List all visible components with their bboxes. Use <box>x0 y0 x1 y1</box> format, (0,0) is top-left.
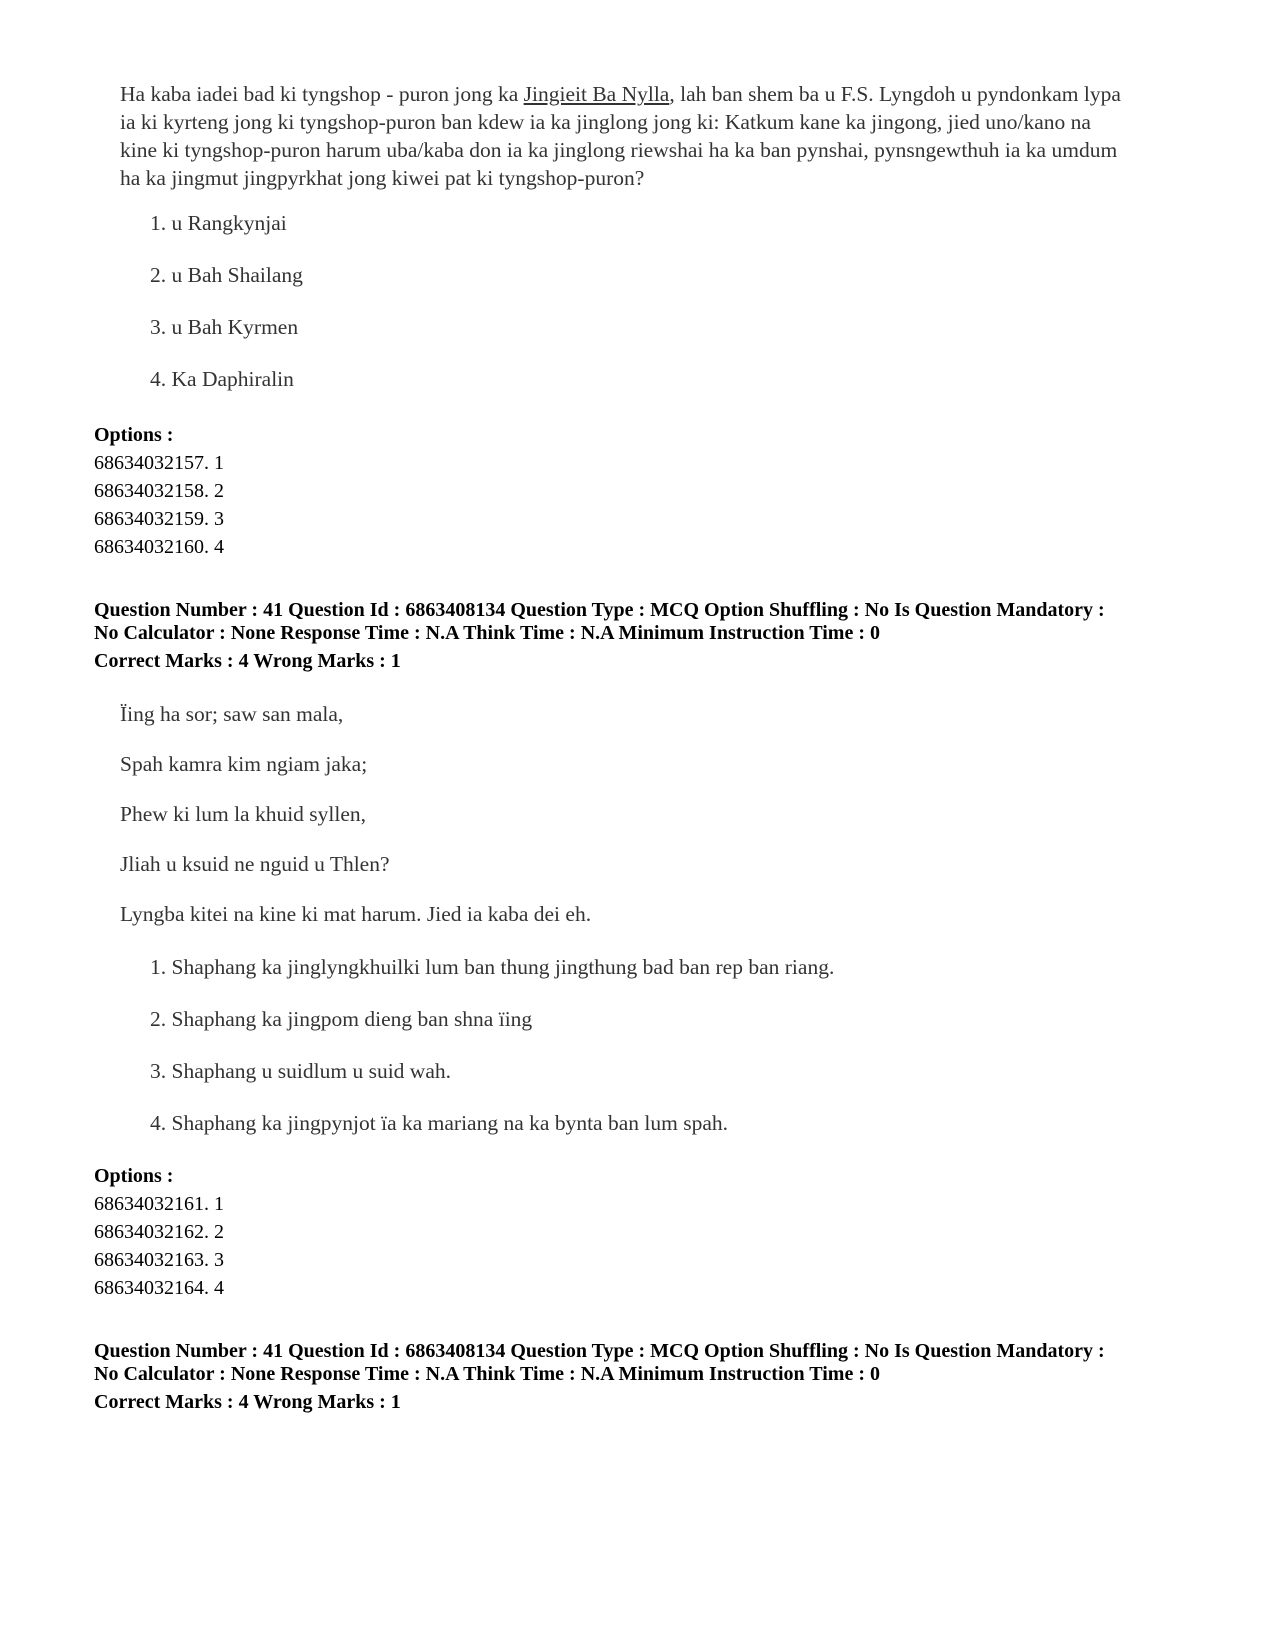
book-title-underlined: Jingieit Ba Nylla <box>523 82 670 106</box>
poem-line: Phew ki lum la khuid syllen, <box>120 802 367 826</box>
option-id-line: 68634032162. 2 <box>94 1221 224 1243</box>
answer-choice: 2. Shaphang ka jingpom dieng ban shna ïing <box>150 1007 533 1031</box>
question-text-end: , lah ban shem ba u F.S. Lyngdoh u pyndonkam lypa ia ki kyrteng jong ki tyngshop-puron ban kdew ia ka jinglong jong ki: Katkum kane ka jingong, jied uno/kano na kine ki tyngshop-puron harum uba/kaba don ia ka jinglong riewshai ha ka ban pynshai, pynsngewthuh ia ka umdum ha ka jingmut jingpyrkhat jong kiwei pat ki tyngshop-puron? <box>120 82 1121 190</box>
marks-line: Correct Marks : 4 Wrong Marks : 1 <box>94 1391 401 1413</box>
question-text-start: Ha kaba iadei bad ki tyngshop - puron jong ka <box>120 82 524 106</box>
option-id-line: 68634032160. 4 <box>94 536 224 558</box>
answer-choice: 2. u Bah Shailang <box>150 263 303 287</box>
question-meta-line: No Calculator : None Response Time : N.A Think Time : N.A Minimum Instruction Time : 0 <box>94 1363 880 1385</box>
question-meta-line: No Calculator : None Response Time : N.A Think Time : N.A Minimum Instruction Time : 0 <box>94 622 880 644</box>
question-meta-line: Question Number : 41 Question Id : 6863408134 Question Type : MCQ Option Shuffling : No Is Question Mandatory : <box>94 1340 1105 1362</box>
answer-choice: 1. u Rangkynjai <box>150 211 287 235</box>
options-heading: Options : <box>94 424 174 446</box>
poem-line: Jliah u ksuid ne nguid u Thlen? <box>120 852 390 876</box>
answer-choice: 4. Ka Daphiralin <box>150 367 294 391</box>
option-id-line: 68634032157. 1 <box>94 452 224 474</box>
options-heading: Options : <box>94 1165 174 1187</box>
option-id-line: 68634032159. 3 <box>94 508 224 530</box>
question-prompt: Lyngba kitei na kine ki mat harum. Jied ia kaba dei eh. <box>120 902 592 926</box>
question-meta-line: Question Number : 41 Question Id : 6863408134 Question Type : MCQ Option Shuffling : No Is Question Mandatory : <box>94 599 1105 621</box>
answer-choice: 4. Shaphang ka jingpynjot ïa ka mariang na ka bynta ban lum spah. <box>150 1111 728 1135</box>
answer-choice: 3. u Bah Kyrmen <box>150 315 299 339</box>
option-id-line: 68634032163. 3 <box>94 1249 224 1271</box>
option-id-line: 68634032161. 1 <box>94 1193 224 1215</box>
poem-line: Ïing ha sor; saw san mala, <box>120 702 344 726</box>
option-id-line: 68634032158. 2 <box>94 480 224 502</box>
question-text <box>120 80 1130 192</box>
option-id-line: 68634032164. 4 <box>94 1277 224 1299</box>
marks-line: Correct Marks : 4 Wrong Marks : 1 <box>94 650 401 672</box>
answer-choice: 3. Shaphang u suidlum u suid wah. <box>150 1059 451 1083</box>
answer-choice: 1. Shaphang ka jinglyngkhuilki lum ban thung jingthung bad ban rep ban riang. <box>150 955 835 979</box>
poem-line: Spah kamra kim ngiam jaka; <box>120 752 368 776</box>
